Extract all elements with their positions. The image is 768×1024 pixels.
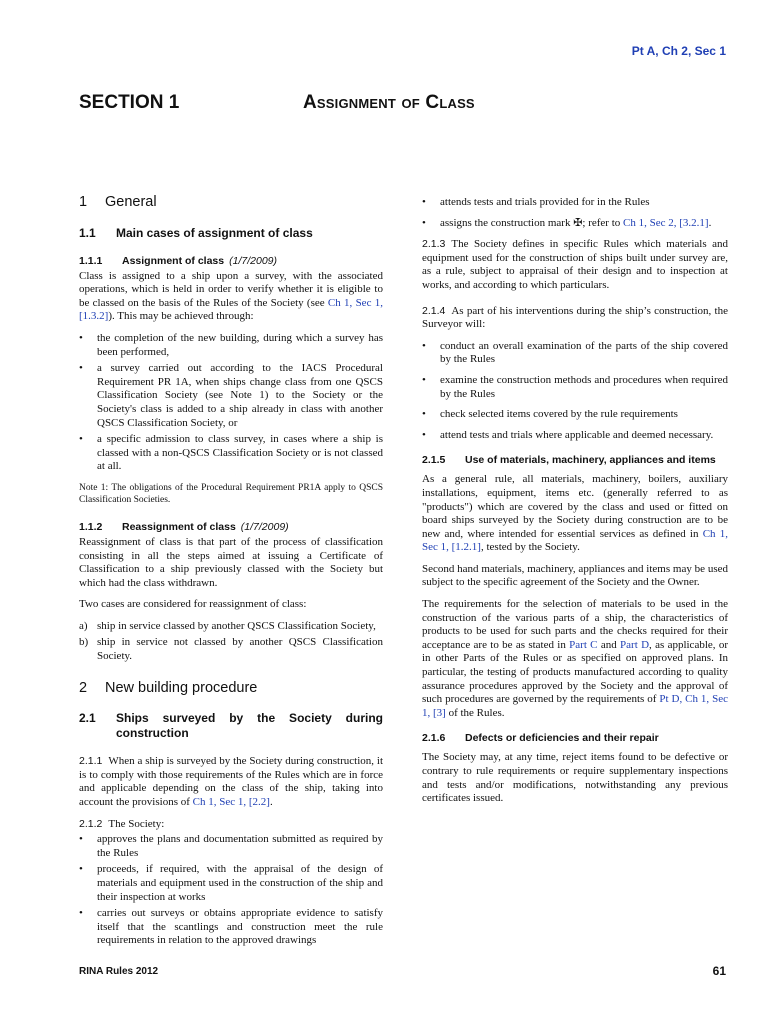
bullet-list	[79, 332, 383, 474]
footer-publication: RINA Rules 2012	[79, 966, 159, 977]
paragraph-2-1-4: 2.1.4 As part of his interventions during the ship’s construction, the Surveyor will:	[422, 304, 728, 331]
running-head: Pt A, Ch 2, Sec 1	[631, 44, 726, 58]
list-item: a) ship in service classed by another QSCS Classification Society,	[79, 619, 376, 632]
paragraph-2-1-2: 2.1.2 The Society:	[79, 817, 165, 830]
bullet-list	[422, 340, 728, 443]
paragraph-2-1-5-b: Second hand materials, machinery, appliances and items may be used subject to the specific agreement of the Society and the Owner.	[422, 562, 728, 589]
paragraph-1-1-2: Reassignment of class is that part of the process of classification consisting in all the steps aimed at issuing a Certificate of Classification to a ship previously classed with the Society but which had the class withdrawn.	[79, 535, 383, 589]
paragraph-2-1-1: 2.1.1 When a ship is surveyed by the Society during construction, it is to comply with those requirements of the Rules which are in force and applicable depending on the class of the ship, taking into account the provisions of Ch 1, Sec 1, [2.2].	[79, 755, 383, 809]
list-item: • proceeds, if required, with the appraisal of the design of materials and equipment used in the construction of the ship and their inspection at works	[79, 863, 383, 904]
ref-link[interactable]: Part D	[620, 638, 650, 651]
list-item: • the completion of the new building, during which a survey has been performed,	[79, 332, 383, 359]
ref-link[interactable]: Ch 1, Sec 1, [1.2.1]	[422, 527, 728, 554]
list-item: • a survey carried out according to the IACS Procedural Requirement PR 1A, when ships change class from one QSCS Classification Society (see Note 1) to the Society or the Society's class is added to a ship already in class with another QSCS Classification Society, or	[79, 362, 383, 430]
list-item: b) ship in service not classed by another QSCS Classification Society.	[79, 636, 383, 663]
left-column	[79, 196, 383, 956]
lettered-list	[79, 620, 383, 664]
list-item: • examine the construction methods and procedures when required by the Rules	[422, 374, 728, 401]
list-item: • assigns the construction mark ✠; refer to Ch 1, Sec 2, [3.2.1].	[422, 217, 728, 231]
list-item: • attend tests and trials where applicable and deemed necessary.	[422, 429, 728, 443]
right-column	[422, 196, 728, 814]
list-item: • carries out surveys or obtains appropriate evidence to satisfy itself that the scantlings and construction meet the rule requirements in relation to the approved drawings	[79, 907, 383, 948]
heading-1-1: 1.1 Main cases of assignment of class	[79, 225, 313, 240]
paragraph-2-1-3: 2.1.3 The Society defines in specific Rules which materials and equipment used for the construction of ships built under survey are, as a rule, subject to appraisal of their design and to inspection at works, and according to which particulars.	[422, 238, 728, 291]
list-item: • check selected items covered by the rule requirements	[422, 408, 728, 422]
bullet-list	[422, 196, 728, 230]
list-item: • approves the plans and documentation submitted as required by the Rules	[79, 833, 383, 860]
heading-2: 2 New building procedure	[79, 679, 258, 696]
bullet-list	[79, 833, 383, 948]
heading-2-1-5: 2.1.5 Use of materials, machinery, appliances and items	[422, 454, 716, 467]
paragraph-2-1-6: The Society may, at any time, reject items found to be defective or contrary to rule requirements or require supplementary inspections and tests and/or modifications, notwithstanding any previous certificates issued.	[422, 751, 728, 805]
heading-1-1-1: 1.1.1 Assignment of class (1/7/2009)	[79, 254, 277, 267]
ref-link[interactable]: Ch 1, Sec 1, [2.2]	[192, 796, 270, 809]
paragraph-2-1-5-c: The requirements for the selection of materials to be used in the construction of the various parts of a ship, the characteristics of products to be used for such parts and the checks required for their acceptance are to be as stated in Part C and Part D, as applicable, or in other Parts of the Rules or as specified on approved plans. In particular, the testing of products manufactured according to quality assurance procedures approved by the Society and the approval of such procedures are governed by the requirements of Pt D, Ch 1, Sec 1, [3] of the Rules.	[422, 598, 728, 719]
section-number: SECTION 1	[79, 92, 180, 113]
paragraph-2-1-5-a: As a general rule, all materials, machinery, boilers, auxiliary installations, equipment, items etc. (generally referred to as "products") which are covered by the class and used or fitted on board ships surveyed by the Society during construction are to be new and, where intended for essential services as defined in Ch 1, Sec 1, [1.2.1], tested by the Society.	[422, 473, 728, 554]
section-name: Assignment of Class	[303, 92, 475, 113]
heading-2-1: 2.1 Ships surveyed by the Society during construction	[79, 711, 383, 741]
list-item: • conduct an overall examination of the parts of the ship covered by the Rules	[422, 340, 728, 367]
ref-link[interactable]: Part C	[569, 638, 598, 651]
list-item: • a specific admission to class survey, in cases where a ship is classed with a non-QSCS Classification Society or is not classed at all.	[79, 433, 383, 474]
paragraph-1-1-1: Class is assigned to a ship upon a survey, with the associated operations, which is held in order to verify whether it is eligible to be classed on the basis of the Rules of the Society (see Ch 1, Sec 1, [1.3.2]). This may be achieved through:	[79, 269, 383, 323]
ref-link[interactable]: Pt D, Ch 1, Sec 1, [3]	[422, 693, 728, 719]
ref-link[interactable]: Ch 1, Sec 2, [3.2.1]	[623, 216, 709, 229]
paragraph-1-1-2-b: Two cases are considered for reassignment of class:	[79, 598, 307, 611]
heading-1-1-2: 1.1.2 Reassignment of class (1/7/2009)	[79, 520, 289, 533]
note-1: Note 1: The obligations of the Procedural Requirement PR1A apply to QSCS Classification Societies.	[79, 482, 383, 506]
heading-1: 1 General	[79, 194, 157, 210]
list-item: • attends tests and trials provided for in the Rules	[422, 196, 728, 210]
page-number: 61	[712, 964, 726, 978]
ref-link[interactable]: Ch 1, Sec 1, [1.3.2]	[79, 296, 383, 323]
heading-2-1-6: 2.1.6 Defects or deficiencies and their repair	[422, 732, 659, 745]
